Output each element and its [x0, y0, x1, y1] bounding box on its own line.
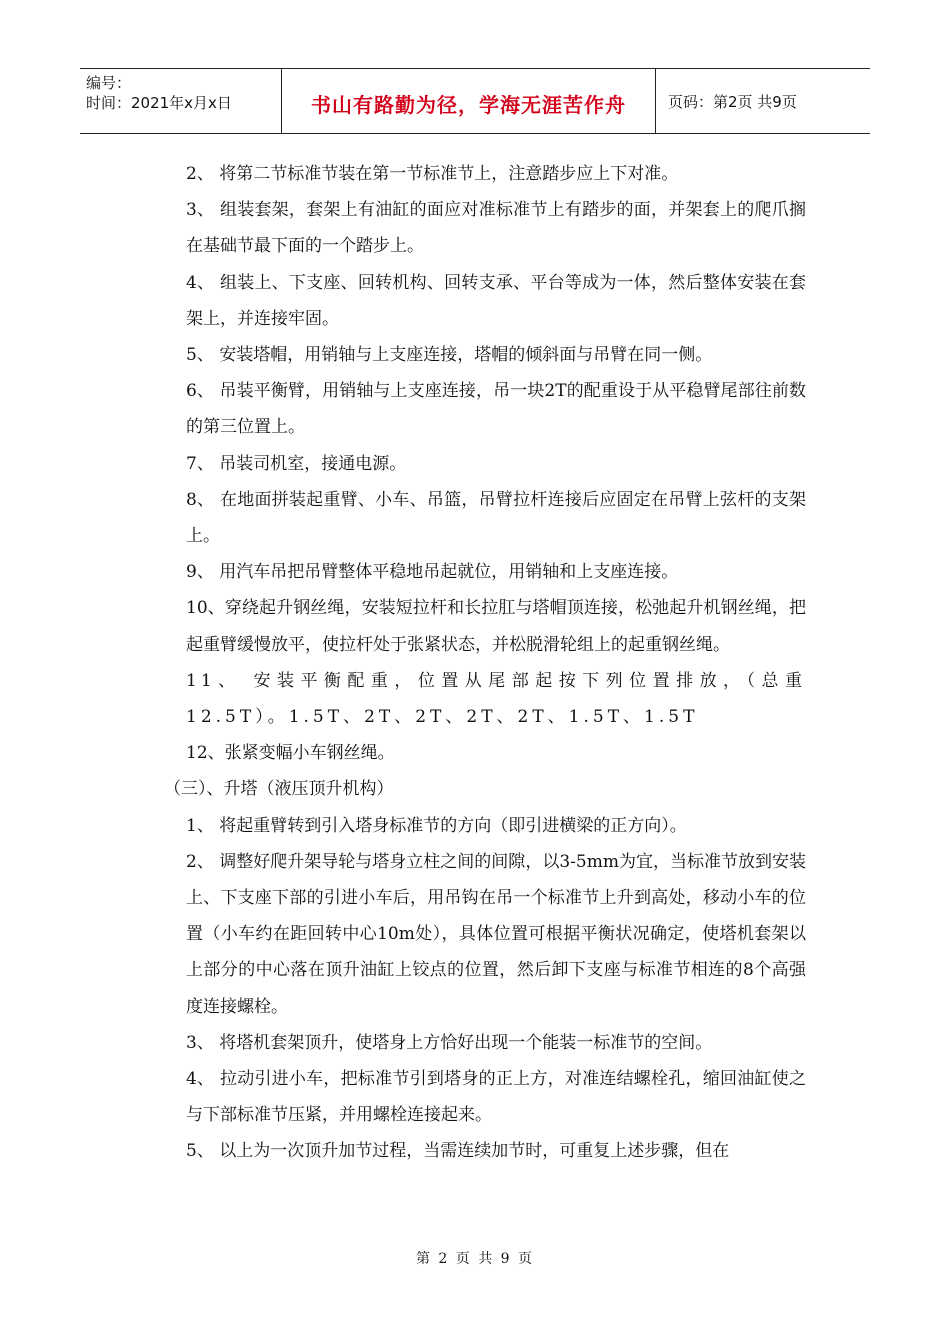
paragraph-step-10: 10、穿绕起升钢丝绳，安装短拉杆和长拉肛与塔帽顶连接，松弛起升机钢丝绳，把起重臂缓慢放平，使拉杆处于张紧状态，并松脱滑轮组上的起重钢丝绳。	[186, 598, 806, 655]
header-motto: 书山有路勤为径，学海无涯苦作舟	[282, 69, 656, 133]
paragraph-step-12: 12、张紧变幅小车钢丝绳。	[186, 743, 395, 764]
paragraph-step-4: 4、 组装上、下支座、回转机构、回转支承、平台等成为一体，然后整体安装在套架上，并连接牢固。	[186, 272, 806, 329]
section-heading-tower-climbing: （三）、升塔（液压顶升机构）	[164, 779, 394, 800]
paragraph-climb-step-2: 2、 调整好爬升架导轮与塔身立柱之间的间隙，以3-5mm为宜，当标准节放到安装上、下支座下部的引进小车后，用吊钩在吊一个标准节上升到高处，移动小车的位置（小车约在距回转中心10m处），具体位置可根据平衡状况确定，使塔机套架以上部分的中心落在顶升油缸上铰点的位置，然后卸下支座与标准节相连的8个高强度连接螺栓。	[186, 851, 806, 1017]
paragraph-step-9: 9、 用汽车吊把吊臂整体平稳地吊起就位，用销轴和上支座连接。	[186, 562, 679, 583]
paragraph-step-8: 8、 在地面拼装起重臂、小车、吊篮，吊臂拉杆连接后应固定在吊臂上弦杆的支架上。	[186, 489, 806, 547]
paragraph-step-2: 2、 将第二节标准节装在第一节标准节上，注意踏步应上下对准。	[186, 164, 679, 184]
paragraph-climb-step-4: 4、 拉动引进小车，把标准节引到塔身的正上方，对准连结螺栓孔，缩回油缸使之与下部标准节压紧，并用螺栓连接起来。	[186, 1069, 806, 1126]
header-meta	[80, 69, 282, 133]
header-page-code: 页码：第2页 共9页	[668, 92, 797, 111]
paragraph-step-7: 7、 吊装司机室，接通电源。	[186, 453, 407, 474]
paragraph-step-11: 11、 安装平衡配重，位置从尾部起按下列位置排放，（总重12.5T）。1.5T、2T、2T、2T、2T、1.5T、1.5T	[186, 670, 806, 728]
paragraph-climb-step-3: 3、 将塔机套架顶升，使塔身上方恰好出现一个能装一标准节的空间。	[186, 1032, 713, 1053]
paragraph-step-5: 5、 安装塔帽，用销轴与上支座连接，塔帽的倾斜面与吊臂在同一侧。	[186, 345, 713, 366]
paragraph-step-3: 3、 组装套架，套架上有油缸的面应对准标准节上有踏步的面，并架套上的爬爪搁在基础节最下面的一个踏步上。	[186, 200, 806, 257]
document-time-label: 时间：2021年x月x日	[86, 94, 232, 112]
document-number-label: 编号：	[86, 74, 132, 92]
document-body	[164, 156, 806, 1170]
page-footer: 第 2 页 共 9 页	[415, 1251, 535, 1267]
paragraph-step-6: 6、 吊装平衡臂，用销轴与上支座连接，吊一块2T的配重设于从平稳臂尾部往前数的第三位置上。	[186, 381, 806, 438]
paragraph-climb-step-1: 1、 将起重臂转到引入塔身标准节的方向（即引进横梁的正方向）。	[186, 815, 687, 836]
paragraph-climb-step-5: 5、 以上为一次顶升加节过程，当需连续加节时，可重复上述步骤，但在	[186, 1141, 730, 1162]
page-header	[80, 68, 870, 134]
